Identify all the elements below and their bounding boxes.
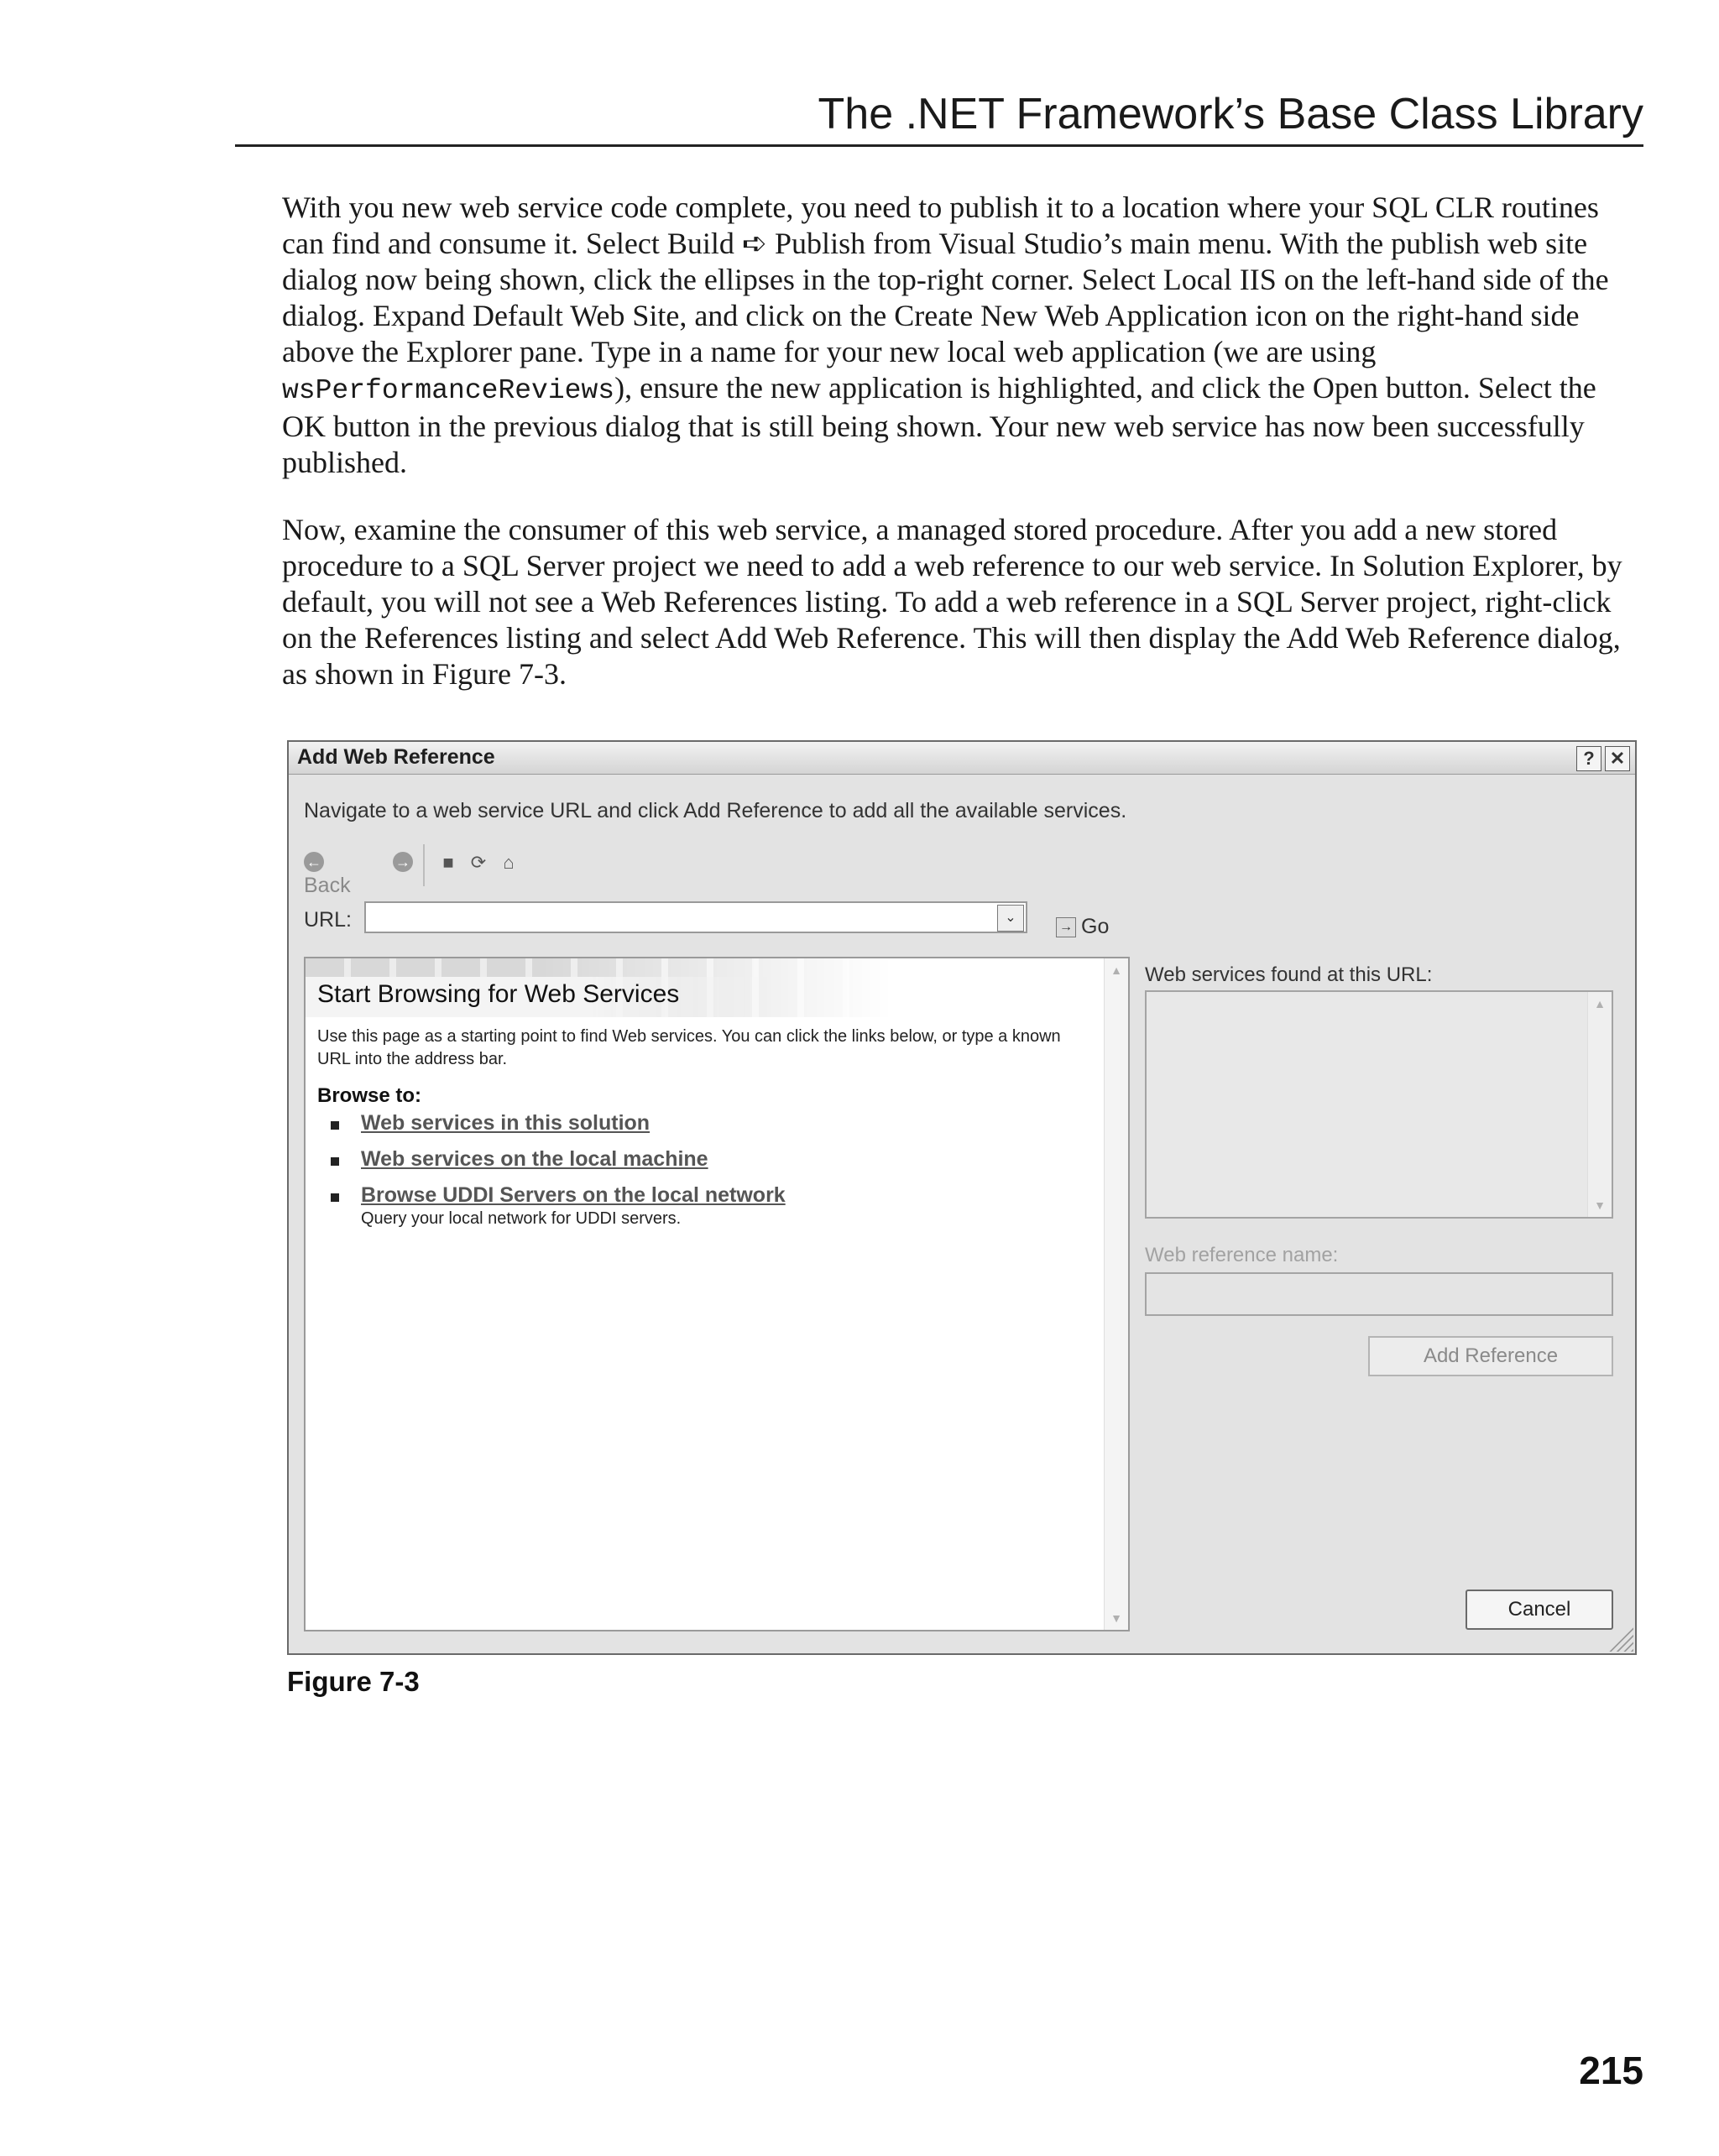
list-item	[329, 1147, 786, 1172]
help-button[interactable]: ?	[1576, 746, 1601, 771]
paragraph-consumer: Now, examine the consumer of this web service, a managed stored procedure. After you add a new stored procedure to a SQL Server project we need to add a web reference to our web service. In Solution Explorer, by default, you will not see a Web References listing. To add a web reference in a SQL Server project, right-click on the References listing and select Add Web Reference. This will then display the Add Web Reference dialog, as shown in Figure 7-3.	[282, 513, 1622, 691]
list-item	[329, 1111, 786, 1135]
web-reference-name-label: Web reference name:	[1145, 1244, 1339, 1266]
add-web-reference-dialog	[287, 740, 1637, 1655]
link-uddi-servers[interactable]: Browse UDDI Servers on the local network	[361, 1183, 786, 1207]
go-button[interactable]	[1056, 915, 1109, 939]
back-button[interactable]	[304, 849, 351, 898]
web-reference-name-input[interactable]	[1145, 1272, 1613, 1316]
page-number: 215	[1579, 2049, 1643, 2092]
scroll-up-icon[interactable]: ▲	[1110, 963, 1122, 977]
list-item	[329, 1183, 786, 1229]
found-services-label: Web services found at this URL:	[1145, 963, 1433, 986]
scroll-down-icon[interactable]: ▼	[1594, 1198, 1606, 1212]
bullet-icon	[331, 1121, 339, 1130]
refresh-icon[interactable]: ⟳	[470, 852, 487, 873]
found-services-scrollbar[interactable]	[1587, 992, 1612, 1217]
url-input[interactable]	[364, 901, 1027, 933]
scroll-up-icon[interactable]: ▲	[1594, 997, 1606, 1010]
code-app-name: wsPerformanceReviews	[282, 375, 615, 406]
found-services-list[interactable]	[1145, 990, 1613, 1219]
back-arrow-icon: ←	[304, 852, 324, 872]
scroll-down-icon[interactable]: ▼	[1110, 1611, 1122, 1625]
bullet-icon	[331, 1193, 339, 1202]
dialog-instruction: Navigate to a web service URL and click Add Reference to add all the available services.	[304, 799, 1127, 822]
browser-description: Use this page as a starting point to find Web services. You can click the links below, or type a known URL into the address bar.	[317, 1027, 1061, 1068]
back-label: Back	[304, 874, 351, 897]
paragraph-publish	[282, 190, 1642, 481]
forward-button[interactable]	[393, 849, 413, 874]
stop-icon[interactable]: ■	[442, 852, 454, 873]
toolbar-separator	[423, 844, 425, 886]
paragraph-publish-text-b: ), ensure the new application is highlighted, and click the Open button. Select the OK button in the previous dialog that is still being shown. Your new web service has now been successfully published.	[282, 371, 1596, 479]
bullet-icon	[331, 1157, 339, 1166]
url-dropdown-icon[interactable]: ⌄	[997, 905, 1024, 932]
home-icon[interactable]: ⌂	[503, 852, 515, 873]
go-arrow-icon: →	[1056, 917, 1076, 937]
link-solution-services[interactable]: Web services in this solution	[361, 1111, 651, 1135]
browse-to-label: Browse to:	[317, 1084, 422, 1107]
browse-links	[329, 1111, 786, 1240]
go-label: Go	[1081, 915, 1110, 938]
close-button[interactable]: ✕	[1605, 746, 1630, 771]
url-label: URL:	[304, 908, 352, 932]
figure-caption: Figure 7-3	[287, 1666, 420, 1697]
dialog-title: Add Web Reference	[297, 745, 495, 769]
add-reference-button[interactable]: Add Reference	[1368, 1336, 1613, 1376]
dialog-titlebar[interactable]	[289, 742, 1635, 775]
forward-arrow-icon: →	[393, 852, 413, 872]
browser-scrollbar[interactable]	[1104, 958, 1128, 1630]
browser-pane	[304, 957, 1130, 1631]
resize-grip-icon[interactable]	[1608, 1626, 1633, 1652]
link-local-machine-services[interactable]: Web services on the local machine	[361, 1147, 708, 1171]
browser-heading: Start Browsing for Web Services	[317, 980, 680, 1008]
running-head: The .NET Framework’s Base Class Library	[235, 84, 1643, 147]
paragraph-publish-text-a: With you new web service code complete, you need to publish it to a location where your SQL CLR routines can find and consume it. Select Build ➪ Publish from Visual Studio’s main menu. With the publish web site dialog now being shown, click the ellipses in the top-right corner. Select Local IIS on the left-hand side of the dialog. Expand Default Web Site, and click on the Create New Web Application icon on the right-hand side above the Explorer pane. Type in a name for your new local web application (we are using	[282, 191, 1609, 368]
cancel-button[interactable]: Cancel	[1466, 1590, 1613, 1630]
link-uddi-description: Query your local network for UDDI servers.	[361, 1209, 682, 1228]
